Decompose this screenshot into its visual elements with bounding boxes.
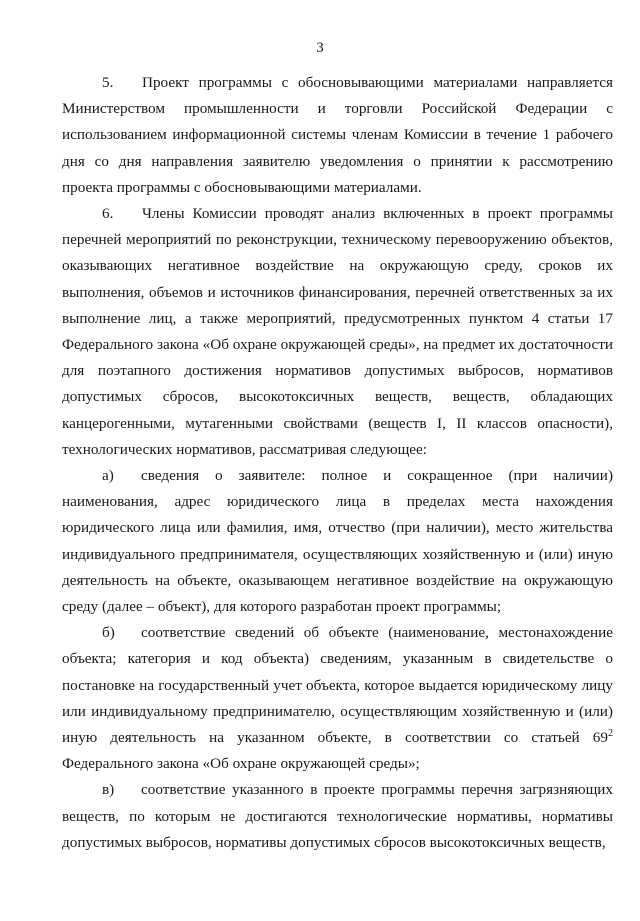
subitem-b xyxy=(62,620,613,777)
subitem-marker: а) xyxy=(102,467,114,485)
paragraph-number: 6. xyxy=(102,205,114,223)
subitem-text: соответствие сведений об объекте (наименование, местонахождение объекта; категория и код объекта) сведениям, указанным в свидетельстве о постановке на государственный учет объекта, которое выдается юридическому лицу или индивидуальному предпринимателю, осуществляющим хозяйственную и (или) иную деятельность на указанном объекте, в соответствии со статьей 69 xyxy=(62,624,613,747)
subitem-marker: в) xyxy=(102,781,115,799)
subitem-v xyxy=(62,777,613,856)
subitem-marker: б) xyxy=(102,624,115,642)
subitem-a xyxy=(62,463,613,620)
paragraph-text: Проект программы с обосновывающими материалами направляется Министерством промышленности и торговли Российской Федерации с использованием информационной системы членам Комиссии в течение 1 рабочего дня со дня направления заявителю уведомления о принятии к рассмотрению проекта программы с обосновывающими материалами. xyxy=(62,74,613,196)
subitem-text-tail: Федерального закона «Об охране окружающей среды»; xyxy=(62,755,420,773)
paragraph-text: Члены Комиссии проводят анализ включенных в проект программы перечней мероприятий по реконструкции, техническому перевооружению объектов, оказывающих негативное воздействие на окружающую среду, сроков их выполнения, объемов и источников финансирования, перечней ответственных за их выполнение лиц, а также мероприятий, предусмотренных пунктом 4 статьи 17 Федерального закона «Об охране окружающей среды», на предмет их достаточности для поэтапного достижения нормативов допустимых выбросов, нормативов допустимых сбросов, высокотоксичных веществ, веществ, обладающих канцерогенными, мутагенными свойствами (веществ I, II классов опасности), технологических нормативов, рассматривая следующее: xyxy=(62,205,613,458)
paragraph-6 xyxy=(62,201,613,463)
page-number: 3 xyxy=(316,40,324,56)
paragraph-number: 5. xyxy=(102,74,114,91)
subitem-text: соответствие указанного в проекте программы перечня загрязняющих веществ, по которым не достигаются технологические нормативы, нормативы допустимых выбросов, нормативы допустимых сбросов высокотоксичных веществ, xyxy=(62,781,613,851)
document-body xyxy=(62,70,613,856)
paragraph-5 xyxy=(62,70,613,201)
subitem-text: сведения о заявителе: полное и сокращенное (при наличии) наименования, адрес юридического лица в пределах места нахождения юридического лица или фамилия, имя, отчество (при наличии), место жительства индивидуального предпринимателя, осуществляющих хозяйственную и (или) иную деятельность на объекте, оказывающем негативное воздействие на окружающую среду (далее – объект), для которого разработан проект программы; xyxy=(62,467,613,616)
superscript: 2 xyxy=(608,728,613,740)
